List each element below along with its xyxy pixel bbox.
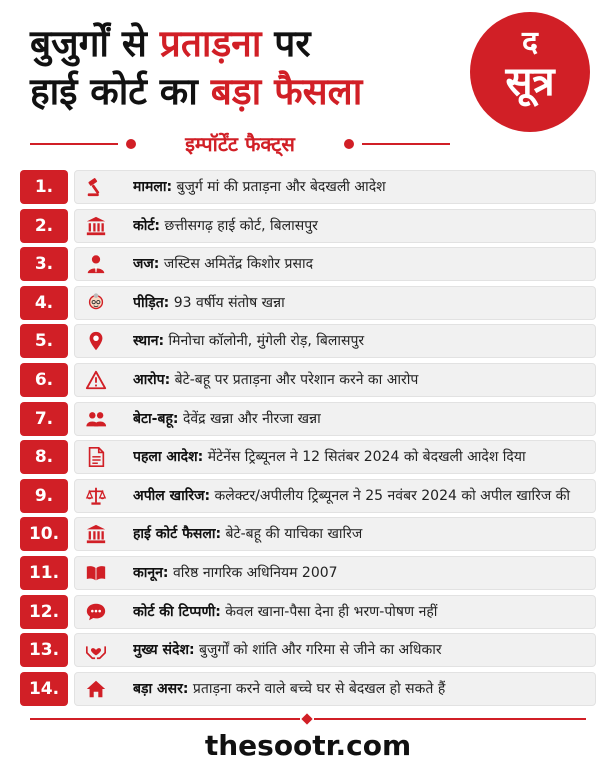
- court-building-icon: [79, 213, 113, 239]
- fact-value: कलेक्टर/अपीलीय ट्रिब्यूनल ने 25 नवंबर 2024 को अपील खारिज की: [210, 488, 571, 504]
- subhead-rule-right: [362, 143, 450, 145]
- fact-number: 5.: [20, 324, 68, 358]
- fact-bar: [74, 209, 596, 243]
- fact-bar: [74, 479, 596, 513]
- fact-text: [133, 596, 587, 628]
- fact-bar: [74, 324, 596, 358]
- fact-value: केवल खाना-पैसा देना ही भरण-पोषण नहीं: [220, 604, 438, 620]
- fact-bar: [74, 517, 596, 551]
- section-subheading: [30, 130, 450, 158]
- fact-bar: [74, 286, 596, 320]
- fact-number: 10.: [20, 517, 68, 551]
- fact-row: [20, 595, 596, 629]
- speech-bubble-icon: [79, 599, 113, 625]
- headline-line-1: [30, 20, 460, 68]
- fact-label: आरोप:: [133, 372, 171, 388]
- fact-label: मुख्य संदेश:: [133, 642, 195, 658]
- book-icon: [79, 560, 113, 586]
- brand-logo: [470, 12, 590, 132]
- fact-value: वरिष्ठ नागरिक अधिनियम 2007: [168, 565, 338, 581]
- fact-number: 8.: [20, 440, 68, 474]
- fact-value: मिनोचा कॉलोनी, मुंगेली रोड़, बिलासपुर: [164, 333, 365, 349]
- fact-row: [20, 479, 596, 513]
- fact-number: 14.: [20, 672, 68, 706]
- home-icon: [79, 676, 113, 702]
- fact-text: [133, 557, 587, 589]
- fact-row: [20, 556, 596, 590]
- fact-value: मेंटेनेंस ट्रिब्यूनल ने 12 सितंबर 2024 को बेदखली आदेश दिया: [203, 449, 526, 465]
- headline: [30, 20, 460, 116]
- fact-label: पीड़ित:: [133, 295, 170, 311]
- fact-row: [20, 363, 596, 397]
- fact-label: जज:: [133, 256, 160, 272]
- fact-row: [20, 517, 596, 551]
- elderly-woman-icon: [79, 290, 113, 316]
- fact-label: बड़ा असर:: [133, 681, 189, 697]
- logo-top-text: द: [522, 25, 538, 60]
- fact-number: 12.: [20, 595, 68, 629]
- fact-bar: [74, 402, 596, 436]
- fact-number: 3.: [20, 247, 68, 281]
- fact-number: 11.: [20, 556, 68, 590]
- fact-label: कोर्ट की टिप्पणी:: [133, 604, 221, 620]
- fact-label: बेटा-बहू:: [133, 411, 179, 427]
- fact-text: [133, 518, 587, 550]
- subhead-text: इम्पॉर्टेंट फैक्ट्स: [185, 132, 295, 156]
- fact-number: 6.: [20, 363, 68, 397]
- gavel-icon: [79, 174, 113, 200]
- fact-number: 9.: [20, 479, 68, 513]
- fact-row: [20, 324, 596, 358]
- fact-label: स्थान:: [133, 333, 165, 349]
- subhead-dot-left: [126, 139, 136, 149]
- fact-text: [133, 325, 587, 357]
- document-icon: [79, 444, 113, 470]
- fact-label: मामला:: [133, 179, 173, 195]
- fact-text: [133, 634, 587, 666]
- fact-bar: [74, 595, 596, 629]
- fact-bar: [74, 440, 596, 474]
- fact-row: [20, 672, 596, 706]
- fact-text: [133, 480, 587, 512]
- fact-text: [133, 171, 587, 203]
- fact-label: पहला आदेश:: [133, 449, 204, 465]
- headline-line-2: [30, 68, 460, 116]
- scales-icon: [79, 483, 113, 509]
- fact-row: [20, 286, 596, 320]
- fact-number: 4.: [20, 286, 68, 320]
- footer-ornament: [300, 712, 314, 726]
- fact-text: [133, 248, 587, 280]
- fact-number: 7.: [20, 402, 68, 436]
- headline-line-1-end: पर: [261, 22, 311, 65]
- fact-value: जस्टिस अमितेंद्र किशोर प्रसाद: [159, 256, 314, 272]
- fact-value: 93 वर्षीय संतोष खन्ना: [169, 295, 285, 311]
- fact-value: बुजुर्गों को शांति और गरिमा से जीने का अधिकार: [194, 642, 442, 658]
- fact-row: [20, 209, 596, 243]
- headline-line-2-highlight: बड़ा फैसला: [210, 70, 363, 113]
- judge-icon: [79, 251, 113, 277]
- logo-bottom-text: सूत्र: [505, 59, 555, 105]
- fact-label: अपील खारिज:: [133, 488, 211, 504]
- fact-value: छत्तीसगढ़ हाई कोर्ट, बिलासपुर: [160, 218, 318, 234]
- heart-hands-icon: [79, 637, 113, 663]
- fact-bar: [74, 672, 596, 706]
- fact-text: [133, 210, 587, 242]
- fact-text: [133, 441, 587, 473]
- location-pin-icon: [79, 328, 113, 354]
- fact-label: हाई कोर्ट फैसला:: [133, 526, 222, 542]
- fact-row: [20, 633, 596, 667]
- fact-number: 2.: [20, 209, 68, 243]
- fact-text: [133, 364, 587, 396]
- fact-bar: [74, 170, 596, 204]
- fact-label: कानून:: [133, 565, 169, 581]
- fact-row: [20, 247, 596, 281]
- fact-value: बुजुर्ग मां की प्रताड़ना और बेदखली आदेश: [172, 179, 386, 195]
- fact-bar: [74, 633, 596, 667]
- fact-value: बेटे-बहू की याचिका खारिज: [221, 526, 363, 542]
- fact-number: 13.: [20, 633, 68, 667]
- headline-line-1-highlight: प्रताड़ना: [159, 22, 262, 65]
- fact-bar: [74, 247, 596, 281]
- fact-row: [20, 170, 596, 204]
- fact-value: देवेंद्र खन्ना और नीरजा खन्ना: [178, 411, 321, 427]
- fact-label: कोर्ट:: [133, 218, 161, 234]
- fact-value: बेटे-बहू पर प्रताड़ना और परेशान करने का आरोप: [170, 372, 419, 388]
- court-building-icon: [79, 521, 113, 547]
- warning-icon: [79, 367, 113, 393]
- fact-text: [133, 403, 587, 435]
- fact-value: प्रताड़ना करने वाले बच्चे घर से बेदखल हो सकते हैं: [188, 681, 446, 697]
- fact-row: [20, 440, 596, 474]
- subhead-dot-right: [344, 139, 354, 149]
- headline-line-2-start: हाई कोर्ट का: [30, 70, 211, 113]
- fact-text: [133, 673, 587, 705]
- subhead-rule-left: [30, 143, 118, 145]
- people-icon: [79, 406, 113, 432]
- website-url: thesootr.com: [204, 729, 412, 762]
- headline-line-1-start: बुजुर्गों से: [30, 22, 160, 65]
- fact-text: [133, 287, 587, 319]
- fact-number: 1.: [20, 170, 68, 204]
- fact-bar: [74, 363, 596, 397]
- fact-row: [20, 402, 596, 436]
- fact-bar: [74, 556, 596, 590]
